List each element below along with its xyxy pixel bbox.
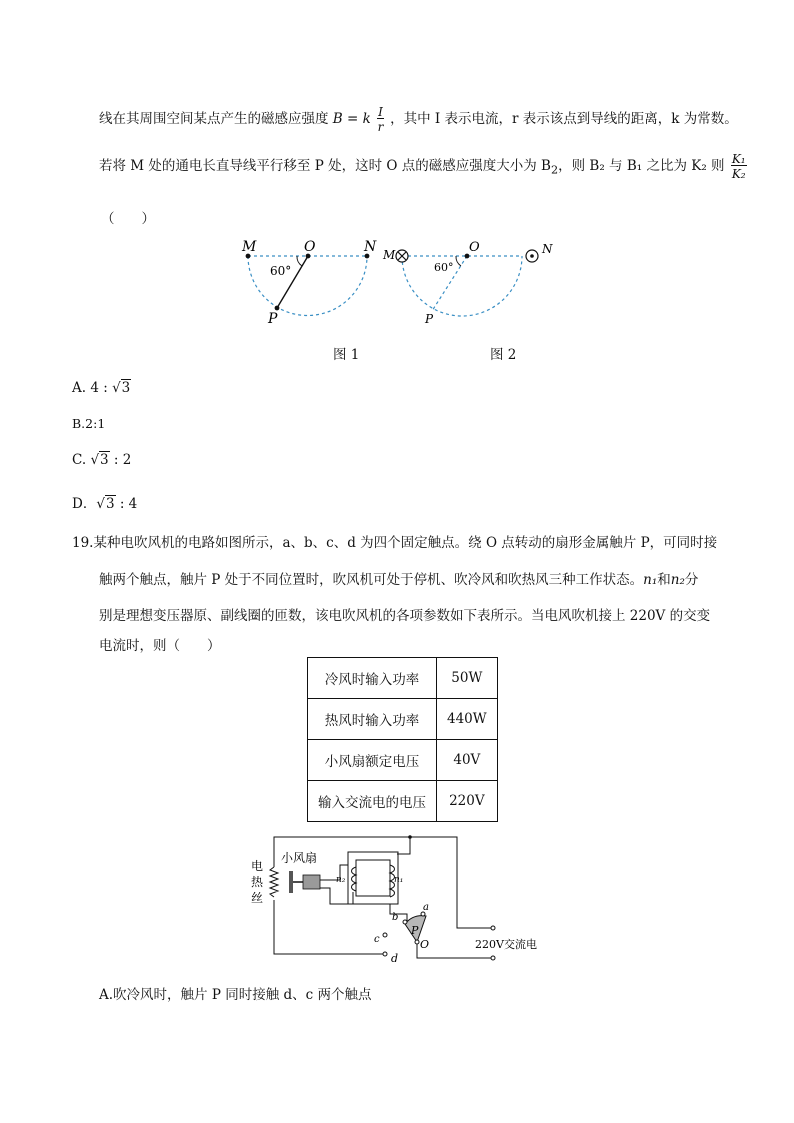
figure-1 xyxy=(241,239,377,327)
option-d-after: : 4 xyxy=(115,496,138,512)
option-c-sqrt: √3 xyxy=(90,452,109,468)
heater-label-2: 热 xyxy=(251,875,264,889)
q18-line1 xyxy=(99,106,738,133)
table-cell-label: 输入交流电的电压 xyxy=(308,781,437,822)
table-cell-value: 220V xyxy=(437,781,498,822)
transformer-icon xyxy=(348,852,398,904)
fig2-label-o: O xyxy=(469,240,480,255)
q19-and: 和 xyxy=(657,572,671,588)
q19-line4: 电流时，则（ ） xyxy=(99,638,221,654)
fig1-label-o: O xyxy=(304,239,316,255)
q18-formula-fraction xyxy=(377,106,384,133)
q19-line3: 别是理想变压器原、副线圈的匝数，该电吹风机的各项参数如下表所示。当电风吹机接上 220V 的交变 xyxy=(99,608,711,624)
fig1-label-angle: 60° xyxy=(270,264,292,278)
table-row xyxy=(308,781,498,822)
option-a xyxy=(72,380,131,396)
terminal-c xyxy=(383,933,387,937)
q18-line2-mid: ，则 B₂ 与 B₁ 之比为 K₂ 则 xyxy=(558,158,725,174)
terminal-b xyxy=(403,920,407,924)
q18-formula-num: I xyxy=(378,105,383,119)
fig2-label-m: M xyxy=(383,248,396,262)
option-d-prefix: D． xyxy=(72,496,97,512)
option-d-radicand: 3 xyxy=(105,496,115,512)
q18-line1-pre: 线在其周围空间某点产生的磁感应强度 xyxy=(99,111,329,127)
q18-line1-post: ，其中 I 表示电流，r 表示该点到导线的距离，k 为常数。 xyxy=(390,111,738,127)
fig1-label-n: N xyxy=(364,239,377,255)
terminal-c-label: c xyxy=(374,934,380,945)
fig1-caption: 图 1 xyxy=(333,347,360,363)
fig2-label-n: N xyxy=(542,242,553,256)
q18-sub: 2 xyxy=(550,163,559,177)
terminal-d-label: d xyxy=(391,952,399,965)
option-c-after: : 2 xyxy=(109,452,132,468)
q19-n2: n₂ xyxy=(670,572,685,588)
heater-coil-icon xyxy=(270,867,278,897)
fig2-arc xyxy=(402,256,522,316)
fig1-arc xyxy=(248,256,367,316)
option-d xyxy=(72,492,137,512)
option-a-prefix: A. 4 : xyxy=(72,380,113,396)
option-b: B.2:1 xyxy=(72,416,106,431)
params-table xyxy=(307,657,498,822)
q18-blank: （ ） xyxy=(101,211,155,227)
fig1-angle-arc xyxy=(297,256,302,266)
heater-label-3: 丝 xyxy=(251,891,264,905)
pivot-o-label: O xyxy=(420,938,430,951)
figure-2 xyxy=(382,240,553,326)
q19-line2 xyxy=(99,568,698,588)
q19-option-a: A.吹冷风时，触片 P 同时接触 d、c 两个触点 xyxy=(99,987,372,1003)
table-row xyxy=(308,658,498,699)
wire-out-of-page-icon xyxy=(526,250,538,262)
table-row xyxy=(308,740,498,781)
fig1-point-p xyxy=(275,306,280,311)
fan-label: 小风扇 xyxy=(281,851,318,865)
q18-ratio-num: K₁ xyxy=(731,152,746,166)
q18-formula-lhs: B = k xyxy=(332,111,371,127)
option-a-sqrt: √3 xyxy=(112,380,131,396)
transformer-n1-label: n₁ xyxy=(394,875,404,885)
q18-line2-pre: 若将 M 处的通电长直导线平行移至 P 处，这时 O 点的磁感应强度大小为 B xyxy=(99,158,551,174)
option-c-radicand: 3 xyxy=(100,452,109,468)
terminal-d xyxy=(383,952,387,956)
table-cell-value: 440W xyxy=(437,699,498,740)
fig1-label-m: M xyxy=(242,239,257,255)
option-d-sqrt: √3 xyxy=(96,496,115,512)
ac-terminal-bottom xyxy=(491,956,495,960)
q19-line2-post: 分 xyxy=(684,572,699,588)
q19-line2-pre: 触两个触点，触片 P 处于不同位置时，吹风机可处于停机、吹冷风和吹热风三种工作状态。 xyxy=(99,572,644,588)
table-cell-label: 热风时输入功率 xyxy=(308,699,437,740)
q18-figures xyxy=(230,235,570,330)
transformer-n2-label: n₂ xyxy=(336,875,346,885)
q18-ratio-den: K₂ xyxy=(731,167,746,181)
option-a-radicand: 3 xyxy=(121,380,131,396)
heater-label-1: 电 xyxy=(251,859,264,873)
q18-ratio xyxy=(731,153,747,180)
table-row xyxy=(308,699,498,740)
table-cell-label: 小风扇额定电压 xyxy=(308,740,437,781)
q19-n1: n₁ xyxy=(643,572,658,588)
fig2-angle-arc xyxy=(456,256,461,266)
option-c xyxy=(72,452,131,468)
terminal-a-label: a xyxy=(423,902,429,913)
circuit-diagram xyxy=(245,832,565,972)
wire-into-page-icon xyxy=(396,250,408,262)
q18-formula-den: r xyxy=(377,120,384,134)
fig2-caption: 图 2 xyxy=(490,347,517,363)
pivot-o xyxy=(415,940,419,944)
table-cell-value: 40V xyxy=(437,740,498,781)
option-c-prefix: C. xyxy=(72,452,91,468)
fig2-label-p: P xyxy=(425,312,434,326)
terminal-b-label: b xyxy=(392,912,399,923)
fig1-label-p: P xyxy=(268,311,278,327)
q19-line1: 19.某种电吹风机的电路如图所示，a、b、c、d 为四个固定触点。绕 O 点转动的扇形金属触片 P，可同时接 xyxy=(72,535,718,551)
fan-icon xyxy=(289,871,320,893)
q18-line2 xyxy=(99,153,749,180)
table-cell-label: 冷风时输入功率 xyxy=(308,658,437,699)
q18-formula xyxy=(332,105,390,134)
fig2-label-angle: 60° xyxy=(434,261,454,274)
ac-label: 220V交流电 xyxy=(475,938,537,951)
contact-p-label: P xyxy=(411,924,419,937)
junction-dot xyxy=(408,835,412,839)
ac-terminal-top xyxy=(491,926,495,930)
table-cell-value: 50W xyxy=(437,658,498,699)
